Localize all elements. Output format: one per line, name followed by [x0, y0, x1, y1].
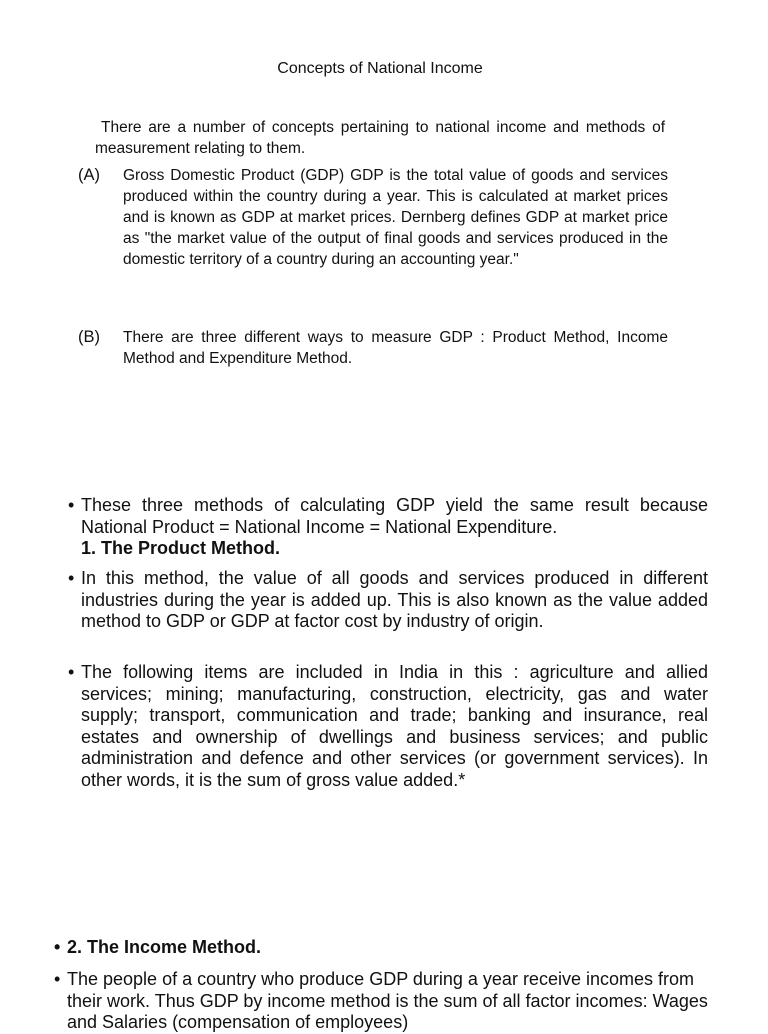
- bullet-icon: •: [68, 662, 75, 682]
- bullet-item: [66, 568, 708, 633]
- section-heading: 1. The Product Method.: [81, 538, 281, 558]
- item-marker: (A): [78, 166, 100, 184]
- bullet-text: The following items are included in India in this : agriculture and allied services; mining; manufacturing, construction, electricity, gas and water supply; transport, communication and trade; banking and insurance, real estates and ownership of dwellings and business services; and public administration and defence and other services (or government services). In other words, it is the sum of gross value added.*: [81, 662, 708, 790]
- section-heading: 2. The Income Method.: [67, 937, 262, 957]
- bullet-text: These three methods of calculating GDP yield the same result because National Product = National Income = National Expenditure.: [81, 495, 708, 537]
- bullet-icon: •: [68, 568, 75, 588]
- bullet-text: The people of a country who produce GDP during a year receive incomes from their work. Thus GDP by income method is the sum of all factor incomes: Wages and Salaries (compensation of employees): [67, 969, 708, 1032]
- bullet-icon: •: [68, 495, 75, 515]
- list-item-a: [78, 165, 668, 270]
- list-item-b: [78, 327, 668, 369]
- bullet-text: In this method, the value of all goods and services produced in different industries during the year is added up. This is also known as the value added method to GDP or GDP at factor cost by industry of origin.: [81, 568, 708, 631]
- item-marker: (B): [78, 328, 100, 346]
- bullet-item: [66, 662, 708, 791]
- item-text: Gross Domestic Product (GDP) GDP is the total value of goods and services produced within the country during a year. This is calculated at market prices and is known as GDP at market prices. Dernberg defines GDP at market price as "the market value of the output of final goods and services produced in the domestic territory of a country during an accounting year.": [123, 167, 668, 268]
- page-title: Concepts of National Income: [277, 60, 483, 77]
- bullet-icon: •: [54, 937, 61, 957]
- bullet-item: [52, 937, 712, 959]
- item-text: There are three different ways to measure GDP : Product Method, Income Method and Expenditure Method.: [123, 329, 668, 367]
- intro-paragraph: There are a number of concepts pertaining to national income and methods of measurement relating to them.: [95, 119, 665, 157]
- bullet-icon: •: [54, 969, 61, 989]
- bullet-item: [66, 495, 708, 560]
